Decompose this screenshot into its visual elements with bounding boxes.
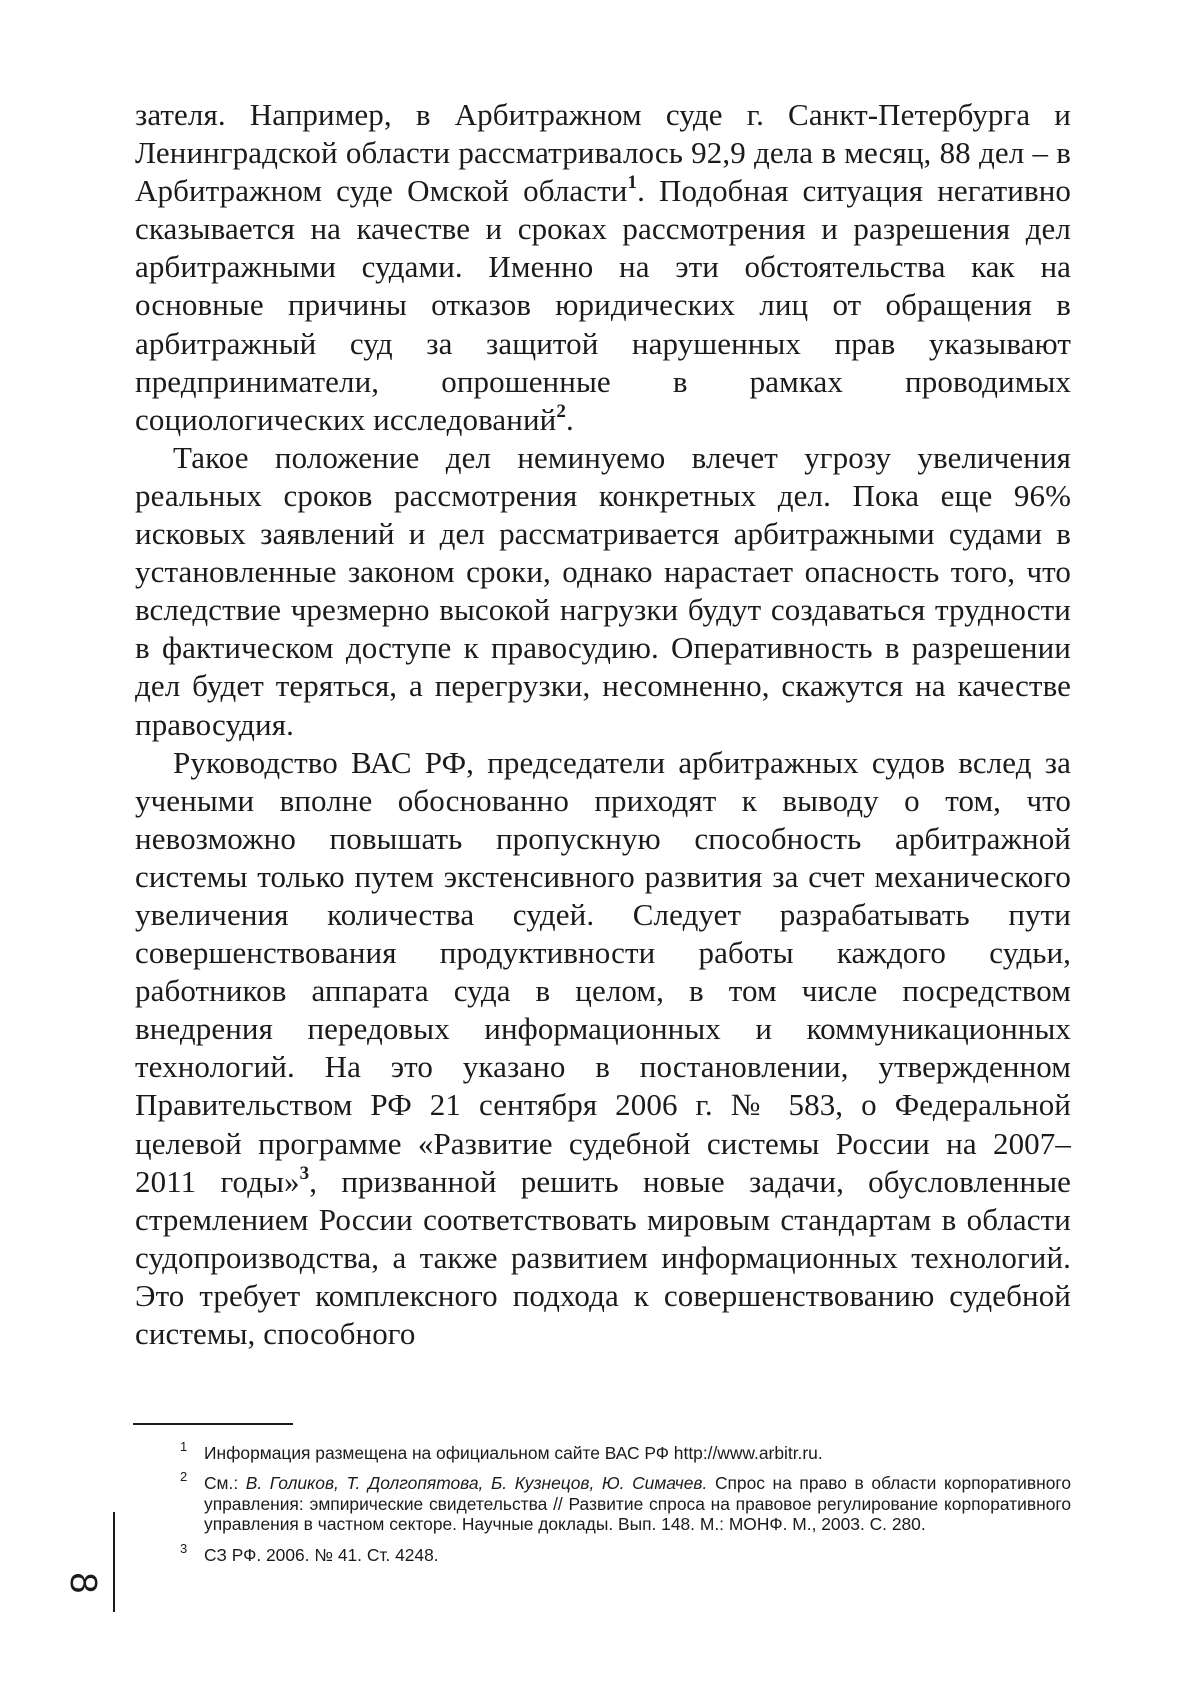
paragraph-1-text-a: зателя. Например, в Арбитражном суде г. Санкт-Петербурга и Ленинградской области рассматривалось 92,9 дела в месяц, 88 дел – в Арбитражном суде Омской области — [135, 97, 1071, 209]
paragraph-3-text-a: Руководство ВАС РФ, председатели арбитражных судов вслед за учеными вполне обоснованно приходят к выводу о том, что невозможно повышать пропускную способность арбитражной системы только путем экстенсивного развития за счет механического увеличения количества судей. Следует разрабатывать пути совершенствования продуктивности работы каждого судьи, работников аппарата суда в целом, в том числе посредством внедрения передовых информационных и коммуникационных технологий. На это указано в постановлении, утвержденном Правительством РФ 21 сентября 2006 г. № 583, о Федеральной целевой программе «Развитие судебной системы России на 2007–2011 годы» — [135, 744, 1071, 1199]
footnote-1 — [180, 1439, 1071, 1463]
footnote-number: 3 — [180, 1540, 188, 1556]
footnote-text: СЗ РФ. 2006. № 41. Ст. 4248. — [204, 1544, 439, 1565]
footnote-text: Спрос на право в области корпоративного управления: эмпирические свидетельства // Развитие спроса на правовое регулирование корпоративного управления в частном секторе. Научные доклады. Вып. 148. М.: МОНФ. М., 2003. С. 280. — [204, 1473, 1071, 1535]
page-number-rule — [113, 1512, 115, 1612]
footnote-number: 1 — [180, 1439, 188, 1454]
footnote-2 — [180, 1469, 1071, 1535]
footnote-authors: В. Голиков, Т. Долгопятова, Б. Кузнецов, Ю. Симачев. — [245, 1473, 708, 1494]
footnote-ref-3[interactable]: 3 — [299, 1162, 310, 1184]
footnote-ref-1[interactable]: 1 — [627, 172, 638, 194]
footnotes — [180, 1439, 1071, 1575]
footnote-3 — [180, 1540, 1071, 1565]
paragraph-1-text-b: . Подобная ситуация негативно сказывается на качестве и сроках рассмотрения и разрешения дел арбитражными судами. Именно на эти обстоятельства как на основные причины отказов юридических лиц от обращения в арбитражный суд за защитой нарушенных прав указывают предприниматели, опрошенные в рамках проводимых социологических исследований — [135, 173, 1071, 437]
paragraph-3 — [135, 744, 1071, 1354]
paragraph-1 — [135, 96, 1071, 439]
footnote-text: Информация размещена на официальном сайте ВАС РФ http://www.arbitr.ru. — [204, 1443, 823, 1463]
page-number: 8 — [62, 1572, 104, 1594]
paragraph-1-text-c: . — [565, 401, 574, 437]
paragraph-3-text-b: , призванной решить новые задачи, обусловленные стремлением России соответствовать мировым стандартам в области судопроизводства, а также развитием информационных технологий. Это требует комплексного подхода к совершенствованию судебной системы, способного — [135, 1163, 1072, 1351]
paragraph-2: Такое положение дел неминуемо влечет угрозу увеличения реальных сроков рассмотрения конкретных дел. Пока еще 96% исковых заявлений и дел рассматривается арбитражными судами в установленные законом сроки, однако нарастает опасность того, что вследствие чрезмерно высокой нагрузки будут создаваться трудности в фактическом доступе к правосудию. Оперативность в разрешении дел будет теряться, а перегрузки, несомненно, скажутся на качестве правосудия. — [135, 439, 1071, 742]
footnote-prefix: См.: — [204, 1473, 246, 1494]
footnote-ref-2[interactable]: 2 — [556, 400, 566, 422]
footnote-divider — [133, 1423, 293, 1425]
main-text — [135, 96, 1071, 1353]
footnote-number: 2 — [180, 1469, 188, 1485]
